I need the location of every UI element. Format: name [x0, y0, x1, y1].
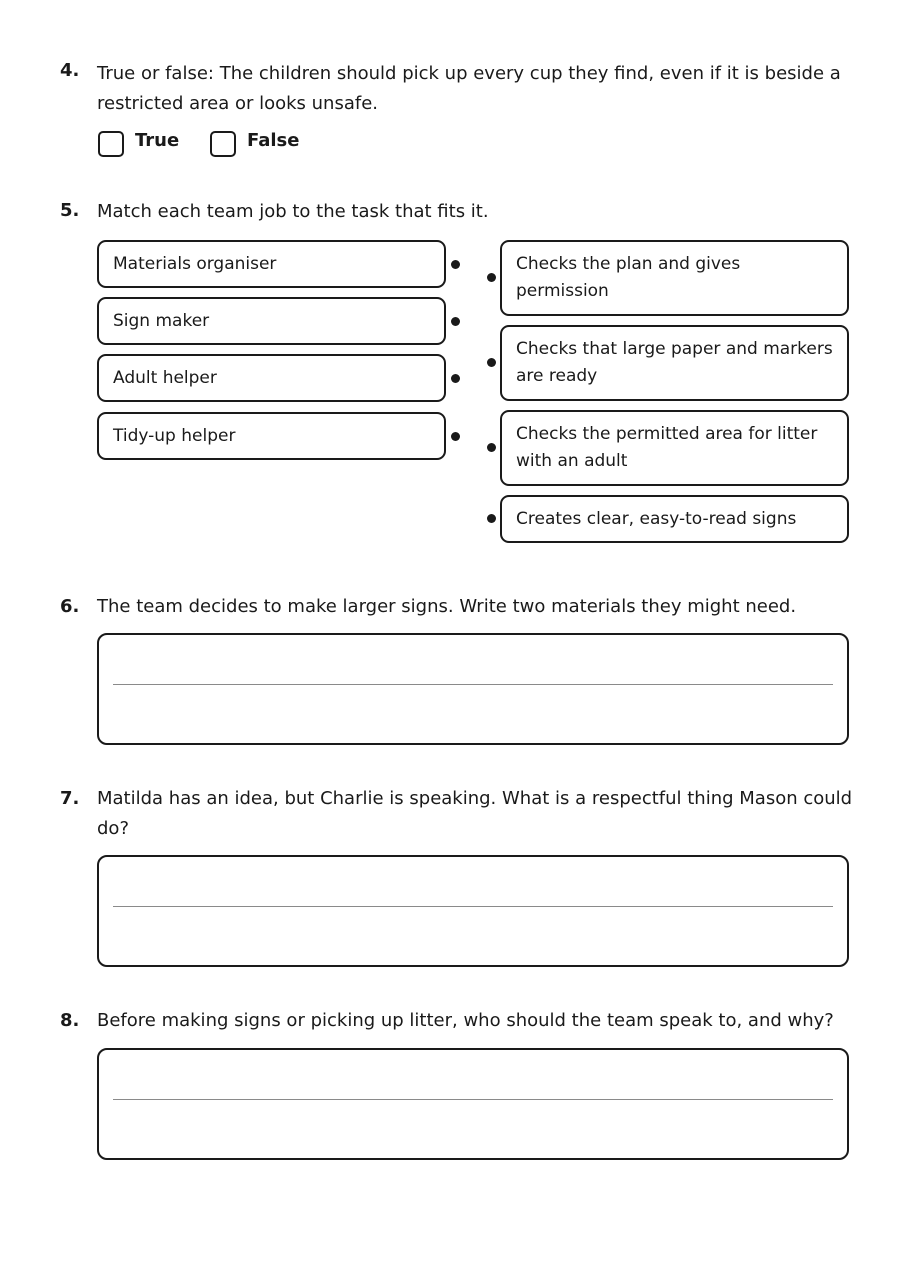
question-text-8: Before making signs or picking up litter, who should the team speak to, and why?: [97, 1010, 834, 1031]
job-dot-1[interactable]: [451, 260, 460, 269]
question-number-4: 4.: [60, 60, 80, 81]
answer-box-8[interactable]: [97, 1048, 849, 1160]
task-checks-area[interactable]: Checks the permitted area for litter with an adult: [500, 410, 849, 486]
question-number-8: 8.: [60, 1010, 80, 1031]
question-number-7: 7.: [60, 788, 80, 809]
job-dot-3[interactable]: [451, 374, 460, 383]
question-text-5: Match each team job to the task that fits it.: [97, 201, 489, 222]
answer-box-7[interactable]: [97, 855, 849, 967]
question-number-6: 6.: [60, 596, 80, 617]
job-materials-organiser[interactable]: Materials organiser: [97, 240, 446, 288]
task-dot-4[interactable]: [487, 514, 496, 523]
task-dot-3[interactable]: [487, 443, 496, 452]
task-dot-1[interactable]: [487, 273, 496, 282]
question-number-5: 5.: [60, 200, 80, 221]
answer-box-6[interactable]: [97, 633, 849, 745]
task-checks-materials[interactable]: Checks that large paper and markers are ready: [500, 325, 849, 401]
answer-line: [113, 684, 833, 685]
job-dot-4[interactable]: [451, 432, 460, 441]
true-checkbox[interactable]: [98, 131, 124, 157]
job-dot-2[interactable]: [451, 317, 460, 326]
job-sign-maker[interactable]: Sign maker: [97, 297, 446, 345]
answer-line: [113, 906, 833, 907]
question-text-4: True or false: The children should pick up every cup they find, even if it is beside a restricted area or looks unsafe.: [97, 63, 841, 114]
answer-line: [113, 1099, 833, 1100]
true-label: True: [135, 130, 180, 151]
false-checkbox[interactable]: [210, 131, 236, 157]
task-checks-plan[interactable]: Checks the plan and gives permission: [500, 240, 849, 316]
task-dot-2[interactable]: [487, 358, 496, 367]
job-tidy-up-helper[interactable]: Tidy-up helper: [97, 412, 446, 460]
question-text-7: Matilda has an idea, but Charlie is speaking. What is a respectful thing Mason could do?: [97, 788, 853, 839]
false-label: False: [247, 130, 300, 151]
question-text-6: The team decides to make larger signs. Write two materials they might need.: [97, 596, 797, 617]
job-adult-helper[interactable]: Adult helper: [97, 354, 446, 402]
task-creates-signs[interactable]: Creates clear, easy-to-read signs: [500, 495, 849, 543]
